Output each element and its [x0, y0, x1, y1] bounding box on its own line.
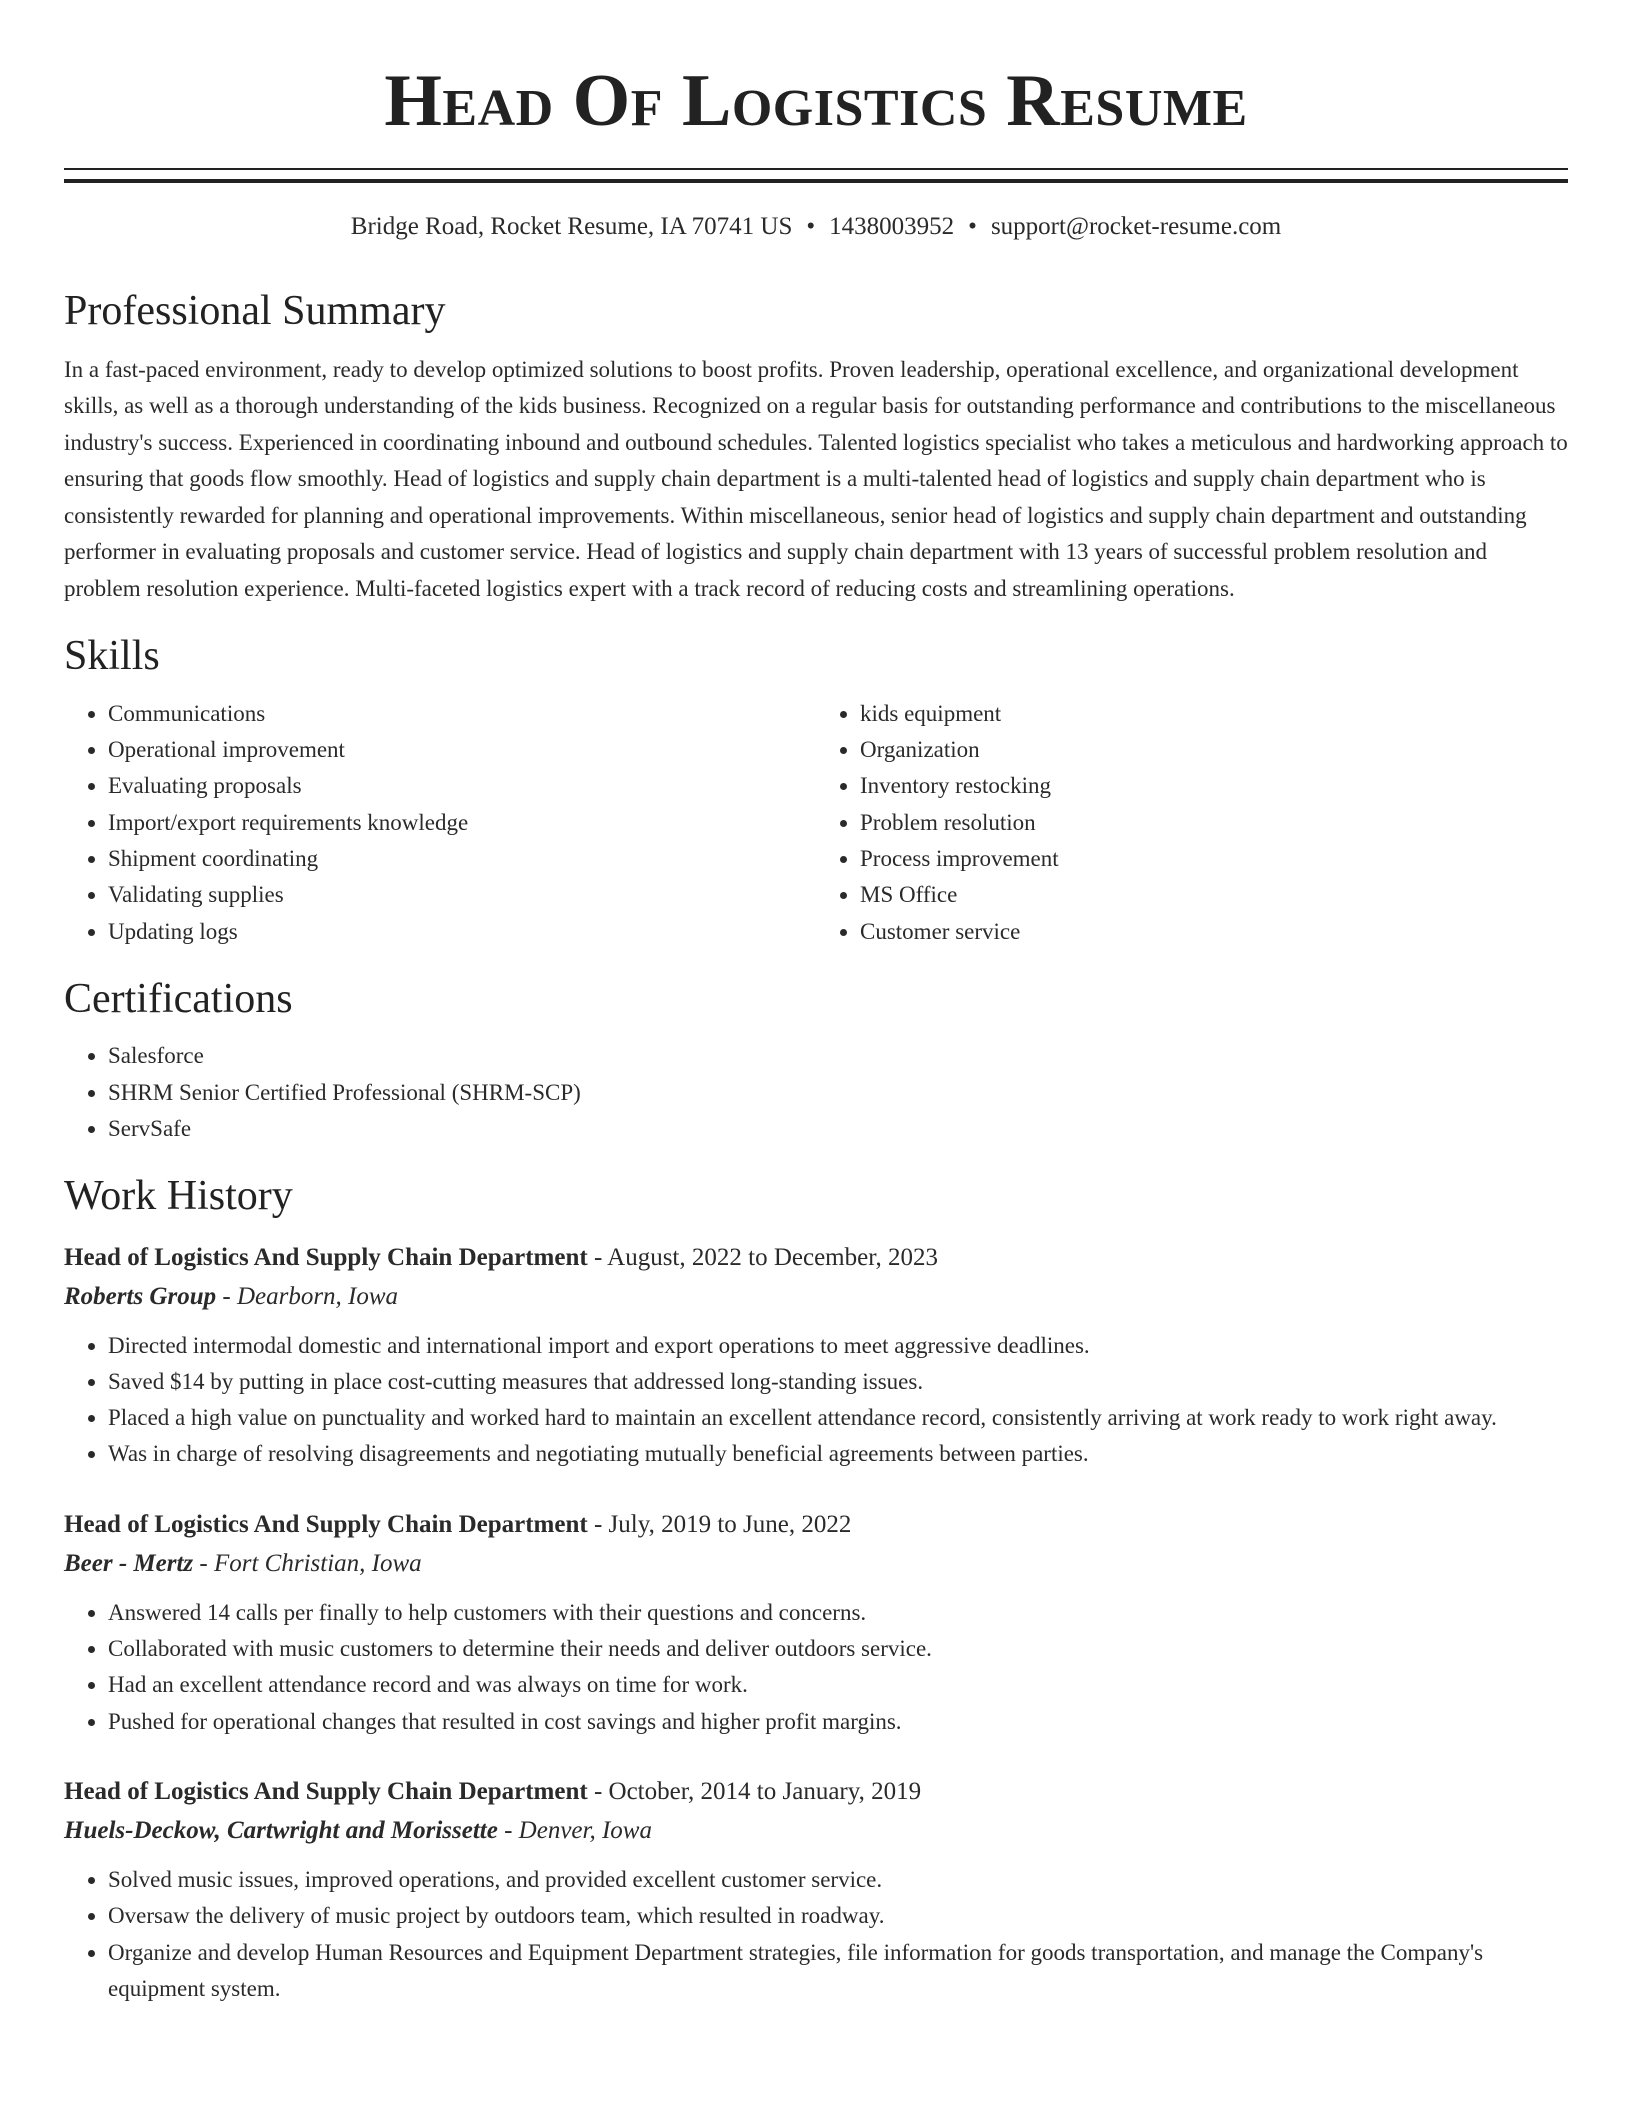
job-title-line [64, 1772, 1568, 1812]
job-bullet: • Answered 14 calls per finally to help customers with their questions and concerns. [108, 1595, 1568, 1631]
job-location: - Dearborn, Iowa [216, 1282, 399, 1310]
certifications-list [64, 1038, 1568, 1147]
skill-item: • Updating logs [108, 914, 816, 950]
skill-item: • Inventory restocking [860, 768, 1568, 804]
job-company: Huels-Deckow, Cartwright and Morissette [64, 1816, 498, 1844]
job-bullet: • Organize and develop Human Resources and Equipment Department strategies, file information for goods transportation, and manage the Company's equipment system. [108, 1935, 1568, 2008]
job-bullet: • Oversaw the delivery of music project by outdoors team, which resulted in roadway. [108, 1898, 1568, 1934]
skill-item: • Validating supplies [108, 877, 816, 913]
summary-heading: Professional Summary [64, 287, 446, 334]
contact-separator: • [968, 213, 977, 240]
job-bullet: • Pushed for operational changes that resulted in cost savings and higher profit margins. [108, 1704, 1568, 1740]
job-bullet: • Solved music issues, improved operations, and provided excellent customer service. [108, 1862, 1568, 1898]
skills-heading: Skills [64, 633, 160, 680]
contact-line [64, 211, 1568, 244]
job-dates: - July, 2019 to June, 2022 [587, 1510, 852, 1538]
certifications-heading: Certifications [64, 975, 293, 1022]
job-bullets [64, 1595, 1568, 1740]
job-bullet: • Collaborated with music customers to determine their needs and deliver outdoors service. [108, 1631, 1568, 1667]
job-role: Head of Logistics And Supply Chain Department [64, 1777, 588, 1805]
job-bullet: • Was in charge of resolving disagreements and negotiating mutually beneficial agreements between parties. [108, 1436, 1568, 1472]
job-location: - Denver, Iowa [497, 1816, 652, 1844]
skill-item: • Organization [860, 732, 1568, 768]
job-title-line [64, 1505, 1568, 1545]
job-company: Roberts Group [64, 1282, 217, 1310]
job-company-line [64, 1812, 1568, 1850]
page-title: Head Of Logistics Resume [384, 60, 1248, 142]
job-bullet: • Saved $14 by putting in place cost-cutting measures that addressed long-standing issues. [108, 1364, 1568, 1400]
job-bullets [64, 1328, 1568, 1473]
summary-text: In a fast-paced environment, ready to develop optimized solutions to boost profits. Proven leadership, operational excellence, and organizational development skills, as well as a thorough understanding of the kids business. Recognized on a regular basis for outstanding performance and contributions to the miscellaneous industry's success. Experienced in coordinating inbound and outbound schedules. Talented logistics specialist who takes a meticulous and hardworking approach to ensuring that goods flow smoothly. Head of logistics and supply chain department is a multi-talented head of logistics and supply chain department who is consistently rewarded for planning and operational improvements. Within miscellaneous, senior head of logistics and supply chain department and outstanding performer in evaluating proposals and customer service. Head of logistics and supply chain department with 13 years of successful problem resolution and problem resolution experience. Multi-faceted logistics expert with a track record of reducing costs and streamlining operations. [64, 356, 1568, 601]
contact-phone: 1438003952 [829, 213, 955, 240]
contact-address: Bridge Road, Rocket Resume, IA 70741 US [350, 213, 793, 240]
certification-item: • ServSafe [108, 1111, 1568, 1147]
contact-email: support@rocket-resume.com [990, 213, 1282, 240]
skill-item: • Communications [108, 696, 816, 732]
skill-item: • kids equipment [860, 696, 1568, 732]
skills-list-right [816, 696, 1568, 950]
contact-separator: • [806, 213, 816, 240]
skill-item: • Shipment coordinating [108, 841, 816, 877]
certification-item: • Salesforce [108, 1038, 1568, 1074]
job-role: Head of Logistics And Supply Chain Department [64, 1510, 588, 1538]
skill-item: • MS Office [860, 877, 1568, 913]
skill-item: • Process improvement [860, 841, 1568, 877]
skill-item: • Import/export requirements knowledge [108, 805, 816, 841]
resume-page [64, 0, 1568, 2007]
job-bullet: • Directed intermodal domestic and international import and export operations to meet aggressive deadlines. [108, 1328, 1568, 1364]
certification-item: • SHRM Senior Certified Professional (SHRM-SCP) [108, 1075, 1568, 1111]
skill-item: • Operational improvement [108, 732, 816, 768]
skill-item: • Customer service [860, 914, 1568, 950]
job-company-line [64, 1278, 1568, 1316]
job-role: Head of Logistics And Supply Chain Department [64, 1243, 588, 1271]
job-bullet: • Placed a high value on punctuality and worked hard to maintain an excellent attendance record, consistently arriving at work ready to work right away. [108, 1400, 1568, 1436]
job-bullets [64, 1862, 1568, 2007]
job-title-line [64, 1238, 1568, 1278]
skill-item: • Problem resolution [860, 805, 1568, 841]
job-dates: - August, 2022 to December, 2023 [587, 1243, 939, 1271]
job-dates: - October, 2014 to January, 2019 [587, 1777, 922, 1805]
job-company-line [64, 1545, 1568, 1583]
job-location: - Fort Christian, Iowa [193, 1549, 422, 1577]
skills-columns [64, 696, 1568, 950]
job-entry [64, 1238, 1568, 1473]
work-history-heading: Work History [64, 1173, 293, 1220]
title-divider [64, 168, 1568, 183]
job-company: Beer - Mertz [64, 1549, 194, 1577]
job-entry [64, 1772, 1568, 2007]
skill-item: • Evaluating proposals [108, 768, 816, 804]
job-bullet: • Had an excellent attendance record and was always on time for work. [108, 1667, 1568, 1703]
job-entry [64, 1505, 1568, 1740]
skills-list-left [64, 696, 816, 950]
